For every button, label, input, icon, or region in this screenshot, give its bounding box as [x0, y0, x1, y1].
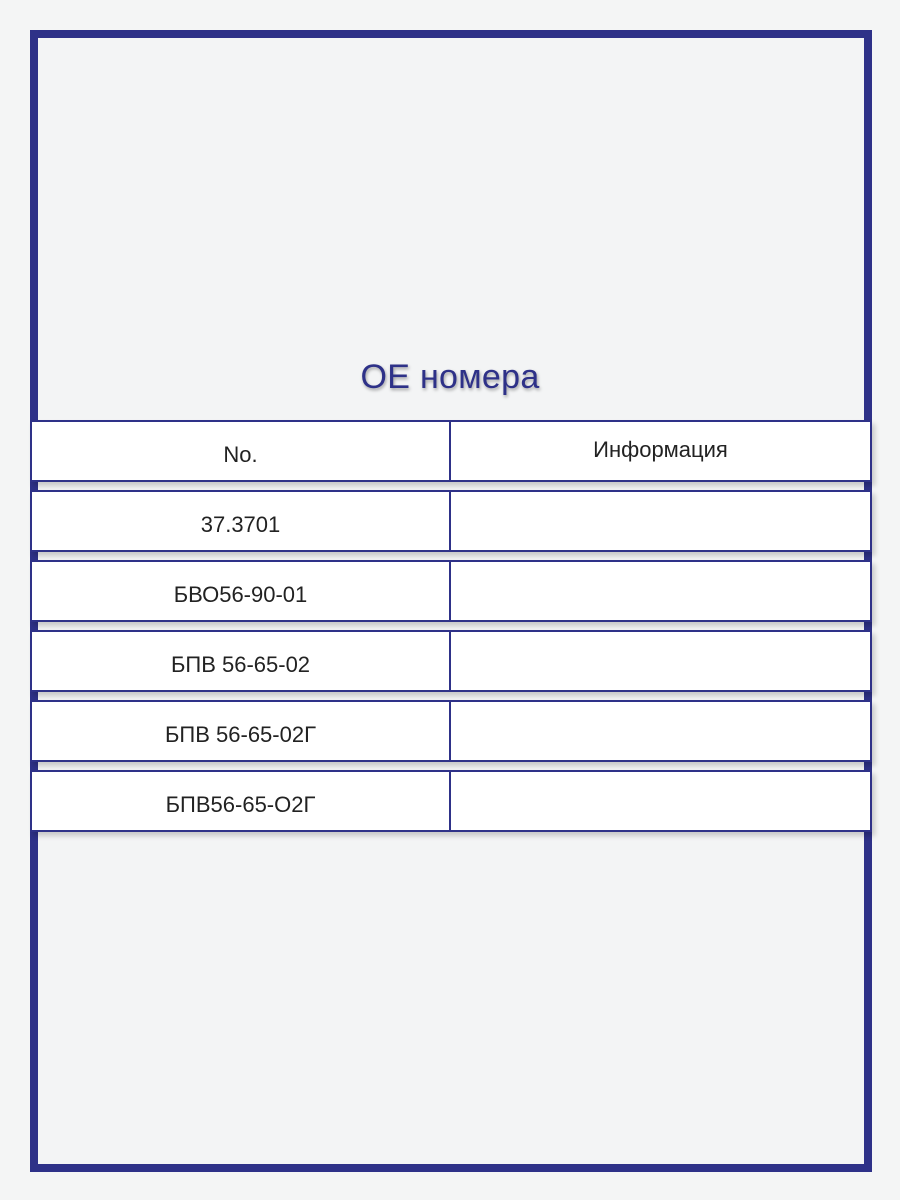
cell-no: БПВ 56-65-02Г: [32, 702, 451, 760]
cell-no: БВО56-90-01: [32, 562, 451, 620]
page-title: OE номера: [360, 358, 540, 396]
table-row: [30, 700, 872, 762]
cell-info: [451, 702, 870, 760]
cell-no: БПВ56-65-О2Г: [32, 772, 451, 830]
table-row: [30, 490, 872, 552]
cell-info: [451, 772, 870, 830]
cell-info: [451, 562, 870, 620]
table-row: [30, 770, 872, 832]
table-row: [30, 630, 872, 692]
cell-no: БПВ 56-65-02: [32, 632, 451, 690]
cell-info: [451, 632, 870, 690]
header-no: No.: [32, 422, 451, 480]
table-header-row: [30, 420, 872, 482]
cell-no: 37.3701: [32, 492, 451, 550]
header-info: Информация: [593, 437, 728, 462]
table-row: [30, 560, 872, 622]
cell-info: [451, 492, 870, 550]
